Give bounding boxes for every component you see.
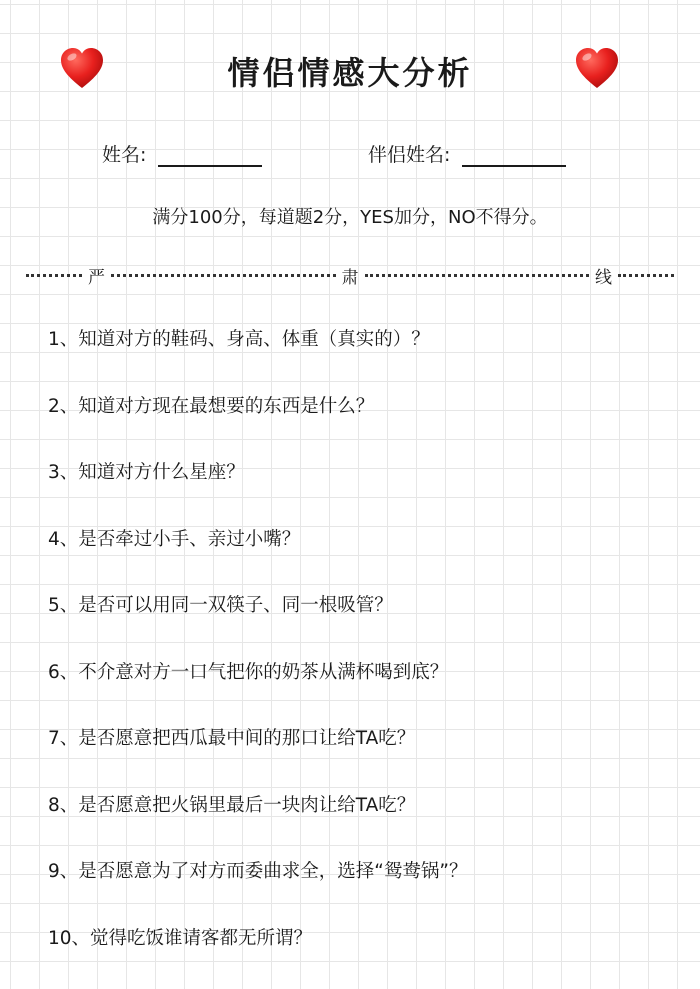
question-item: 7、是否愿意把西瓜最中间的那口让给TA吃？ <box>48 728 416 749</box>
scoring-rules: 满分100分，每道题2分，YES加分，NO不得分。 <box>152 207 548 228</box>
seal-char: 严 <box>88 267 105 288</box>
page-title: 情侣情感大分析 <box>227 54 473 92</box>
question-item: 2、知道对方现在最想要的东西是什么？ <box>48 395 375 417</box>
question-item: 5、是否可以用同一双筷子、同一根吸管？ <box>48 595 393 616</box>
partner-name-field <box>368 140 566 167</box>
partner-name-label: 伴侣姓名: <box>368 144 451 166</box>
partner-name-blank-line[interactable] <box>462 143 566 167</box>
name-label: 姓名: <box>102 144 147 166</box>
question-item: 4、是否牵过小手、亲过小嘴？ <box>48 528 301 550</box>
seal-char: 肃 <box>341 267 359 288</box>
seal-line <box>20 262 680 288</box>
name-blank-line[interactable] <box>158 143 262 167</box>
dotted-divider <box>365 274 590 277</box>
question-item: 1、知道对方的鞋码、身高、体重（真实的）？ <box>48 329 430 350</box>
question-item: 9、是否愿意为了对方而委曲求全，选择“鸳鸯锅”？ <box>48 861 468 882</box>
question-item: 10、觉得吃饭谁请客都无所谓？ <box>48 927 313 949</box>
dotted-divider <box>111 274 336 277</box>
question-item: 3、知道对方什么星座？ <box>48 462 245 483</box>
dotted-divider <box>618 274 674 277</box>
seal-char: 线 <box>595 267 612 288</box>
name-field <box>102 140 262 167</box>
dotted-divider <box>26 274 82 277</box>
name-fields <box>0 140 700 170</box>
question-list <box>48 318 668 983</box>
question-item: 6、不介意对方一口气把你的奶茶从满杯喝到底？ <box>48 661 449 683</box>
question-item: 8、是否愿意把火锅里最后一块肉让给TA吃？ <box>48 794 416 816</box>
